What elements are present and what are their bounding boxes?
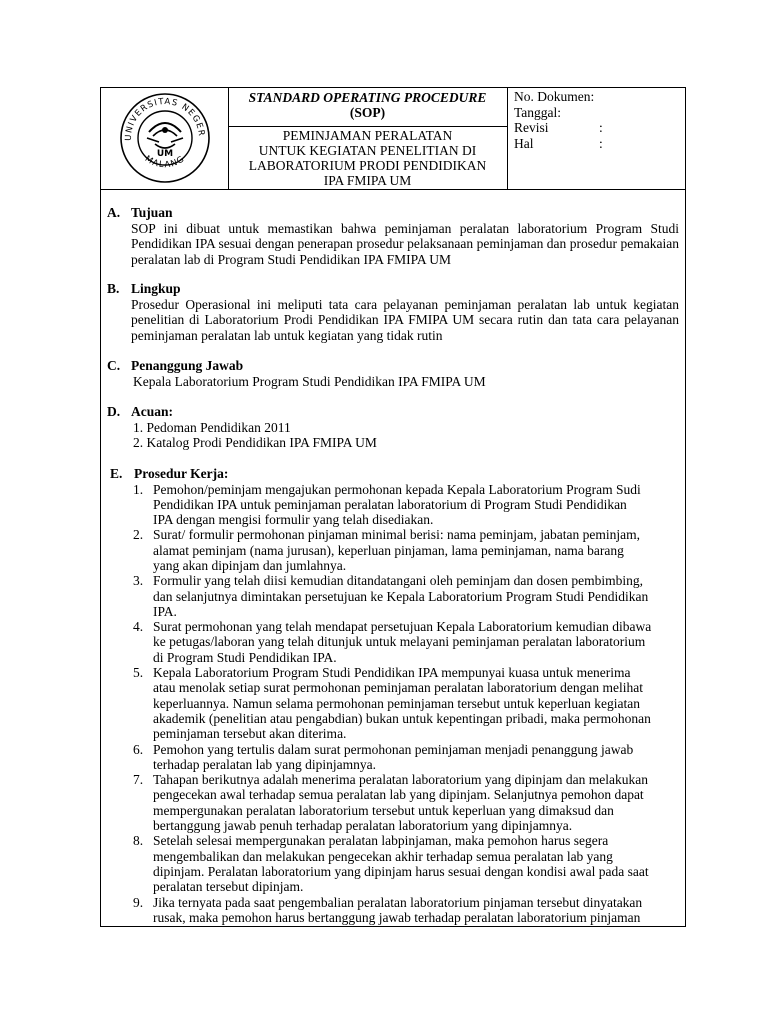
- section-tujuan: [107, 205, 679, 267]
- reference-item: 1. Pedoman Pendidikan 2011: [133, 419, 291, 435]
- section-heading: D. Acuan:: [107, 404, 174, 419]
- step-number: 3.: [133, 573, 144, 589]
- step-line: di Program Studi Pendidikan IPA.: [153, 649, 337, 665]
- step-line: bertanggung jawab penuh terhadap peralatan laboratorium yang dipinjamnya.: [153, 818, 573, 834]
- step-line: mengembalikan dan melakukan pengecekan akhir terhadap semua peralatan lab yang: [153, 848, 613, 864]
- university-logo-icon: [119, 92, 211, 184]
- step-line: akademik (penelitian atau pengabdian) bukan untuk kepentingan pribadi, maka permohonan: [153, 710, 651, 726]
- procedure-step: [107, 772, 679, 833]
- procedure-step: [107, 895, 679, 926]
- logo-center-text: UM: [156, 149, 174, 159]
- step-line: Jika ternyata pada saat pengembalian peralatan laboratorium pinjaman tersebut dinyatakan: [153, 894, 643, 910]
- section-lingkup: [107, 281, 679, 343]
- step-line: dan selanjutnya dimintakan persetujuan ke Kepala Laboratorium Program Studi Pendidikan: [153, 588, 649, 604]
- step-line: alamat peminjam (nama jurusan), keperluan pinjaman, lama peminjaman, nama barang: [153, 542, 624, 558]
- subtitle-line: UNTUK KEGIATAN PENELITIAN DI: [258, 143, 477, 158]
- sop-subtitle: [228, 128, 507, 188]
- section-penanggung-jawab: [107, 358, 679, 389]
- subtitle-line: LABORATORIUM PRODI PENDIDIKAN: [248, 158, 487, 173]
- step-line: Pendidikan IPA untuk peminjaman peralatan laboratorium di Program Studi Pendidikan: [153, 496, 627, 512]
- svg-text:UNIVERSITAS NEGERI: [119, 92, 206, 141]
- step-number: 8.: [133, 833, 144, 849]
- step-line: pengecekan awal terhadap semua peralatan lab yang dipinjam. Selanjutnya pemohon dapat: [153, 787, 644, 803]
- step-line: peralatan tersebut dipinjam.: [153, 879, 304, 895]
- logo-cell: [101, 88, 229, 189]
- step-line: terhadap peralatan lab yang dipinjamnya.: [153, 756, 377, 772]
- meta-tanggal: Tanggal:: [514, 104, 562, 120]
- procedure-steps: [107, 482, 679, 926]
- step-line: Setelah selesai mempergunakan peralatan labpinjaman, maka pemohon harus segera: [153, 833, 609, 849]
- step-line: dipinjam. Peralatan laboratorium yang dipinjam harus sesuai dengan kondisi awal pada saat: [153, 863, 649, 879]
- subtitle-line: IPA FMIPA UM: [323, 173, 412, 188]
- step-line: Pemohon yang tertulis dalam surat permohonan peminjaman menjadi penanggung jawab: [153, 741, 634, 757]
- section-prosedur-kerja: [107, 466, 679, 925]
- step-line: keperluannya. Namun selama permohonan peminjaman tersebut untuk keperluan kegiatan: [153, 695, 640, 711]
- step-line: yang akan dipinjam dan jumlahnya.: [153, 557, 347, 573]
- title-block: [228, 88, 507, 127]
- step-line: Pemohon/peminjam mengajukan permohonan kepada Kepala Laboratorium Program Sudi: [153, 481, 641, 497]
- section-body: SOP ini dibuat untuk memastikan bahwa peminjaman peralatan laboratorium Program Studi Pendidikan IPA sesuai dengan penerapan prosedur pelaksanaan peminjaman dan prosedur pemakaian peralatan lab di Program Studi Pendidikan IPA FMIPA UM: [131, 220, 679, 267]
- sop-header: [101, 88, 685, 190]
- procedure-step: [107, 619, 679, 665]
- reference-item: 2. Katalog Prodi Pendidikan IPA FMIPA UM: [133, 435, 377, 450]
- step-number: 2.: [133, 527, 144, 543]
- section-body: Prosedur Operasional ini meliputi tata cara pelayanan peminjaman peralatan lab untuk kegiatan penelitian di Laboratorium Prodi Pendidikan IPA FMIPA UM secara rutin dan tata cara pelayanan peminjaman peralatan lab untuk kegiatan yang tidak rutin: [131, 296, 679, 343]
- step-line: atau menolak setiap surat permohonan peminjaman peralatan laboratorium dengan melihat: [153, 680, 643, 696]
- section-heading: C. Penanggung Jawab: [107, 358, 244, 373]
- step-line: Surat permohonan yang telah mendapat persetujuan Kepala Laboratorium kemudian dibawa: [153, 619, 652, 635]
- step-number: 9.: [133, 894, 144, 910]
- sop-document-frame: [100, 87, 686, 927]
- step-number: 5.: [133, 665, 144, 681]
- step-number: 6.: [133, 741, 144, 757]
- step-line: mempergunakan peralatan laboratorium tersebut untuk keperluan yang dimaksud dan: [153, 802, 614, 818]
- document-meta: [514, 89, 684, 151]
- section-heading: A. Tujuan: [107, 205, 173, 220]
- step-number: 1.: [133, 481, 144, 497]
- section-body: Kepala Laboratorium Program Studi Pendidikan IPA FMIPA UM: [133, 373, 486, 389]
- section-heading: B. Lingkup: [107, 281, 181, 296]
- section-heading: E. Prosedur Kerja:: [110, 466, 229, 481]
- subtitle-line: PEMINJAMAN PERALATAN: [282, 128, 453, 143]
- procedure-step: [107, 482, 679, 528]
- title-cell: [228, 88, 508, 189]
- logo-text-top: UNIVERSITAS NEGER: [123, 96, 207, 141]
- step-number: 7.: [133, 772, 144, 788]
- procedure-step: [107, 742, 679, 773]
- step-line: Surat/ formulir permohonan pinjaman minimal berisi: nama peminjam, jabatan peminjam,: [153, 527, 641, 543]
- step-line: IPA dengan mengisi formulir yang telah disediakan.: [153, 512, 434, 528]
- step-line: IPA.: [153, 603, 177, 619]
- sop-title: STANDARD OPERATING PROCEDURE: [248, 90, 487, 105]
- meta-no-dokumen: No. Dokumen:: [514, 89, 595, 104]
- procedure-step: [107, 527, 679, 573]
- step-line: peminjaman tersebut akan diterima.: [153, 726, 347, 742]
- procedure-step: [107, 665, 679, 741]
- meta-revisi: Revisi :: [514, 120, 603, 135]
- step-line: Tahapan berikutnya adalah menerima peralatan laboratorium yang dipinjam dan melakukan: [153, 772, 648, 788]
- logo-text-bottom: MALANG: [142, 154, 188, 171]
- sop-title-abbrev: (SOP): [349, 105, 386, 120]
- step-line: Formulir yang telah diisi kemudian ditandatangani oleh peminjam dan dosen pembimbing,: [153, 573, 644, 589]
- step-line: ke petugas/laboran yang telah ditunjuk untuk melayani peminjaman peralatan laboratorium: [153, 634, 646, 650]
- step-line: rusak, maka pemohon harus bertanggung jawab terhadap peralatan laboratorium pinjaman: [153, 909, 641, 925]
- step-number: 4.: [133, 619, 144, 635]
- section-acuan: [107, 404, 679, 451]
- procedure-step: [107, 833, 679, 894]
- step-line: Kepala Laboratorium Program Studi Pendidikan IPA mempunyai kuasa untuk menerima: [153, 665, 631, 681]
- meta-hal: Hal :: [514, 135, 603, 151]
- procedure-step: [107, 573, 679, 619]
